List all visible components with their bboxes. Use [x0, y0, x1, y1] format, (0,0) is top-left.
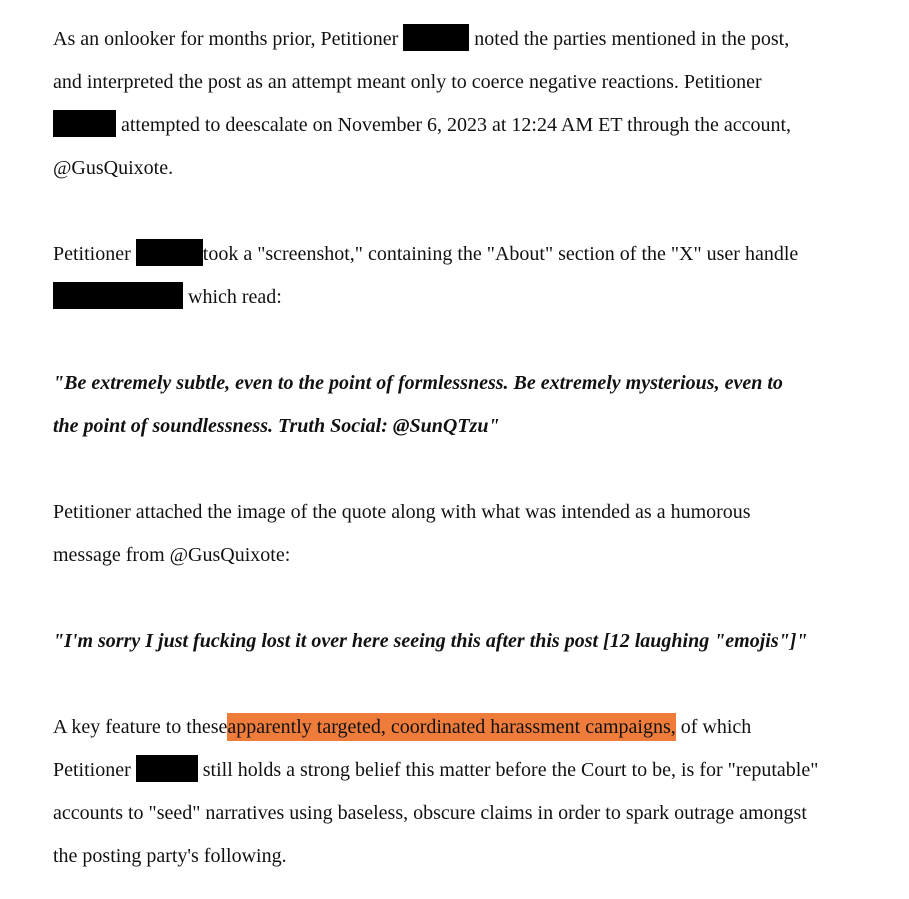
text-span: which read:	[188, 286, 282, 308]
quote-humorous-message	[53, 620, 883, 663]
paragraph-gap	[53, 448, 883, 491]
highlighted-text: apparently targeted, coordinated harassment campaigns,	[227, 713, 675, 741]
text-span: took a "screenshot," containing the "About" section of the "X" user handle	[202, 243, 799, 265]
text-line: and interpreted the post as an attempt meant only to coerce negative reactions. Petitioner	[53, 71, 762, 93]
text-line: "Be extremely subtle, even to the point of formlessness. Be extremely mysterious, even to	[53, 372, 783, 394]
text-line: message from @GusQuixote:	[53, 544, 291, 566]
document-page	[53, 18, 883, 878]
redaction-box	[53, 110, 116, 137]
text-line: @GusQuixote.	[53, 157, 174, 179]
text-line: Petitioner attached the image of the quote along with what was intended as a humorous	[53, 501, 751, 523]
paragraph-attached-image	[53, 491, 883, 577]
paragraph-key-feature	[53, 706, 883, 878]
text-span: A key feature to these	[53, 716, 228, 738]
text-line	[53, 276, 883, 319]
text-span: of which	[680, 716, 752, 738]
redaction-box	[403, 24, 469, 51]
text-span: attempted to deescalate on November 6, 2023 at 12:24 AM ET through the account,	[121, 114, 792, 136]
text-span: As an onlooker for months prior, Petitioner	[53, 28, 399, 50]
paragraph-gap	[53, 319, 883, 362]
quote-about-section	[53, 362, 883, 448]
text-line	[53, 104, 883, 147]
redaction-box	[136, 239, 203, 266]
text-line: "I'm sorry I just fucking lost it over here seeing this after this post [12 laughing "emojis"]"	[53, 630, 808, 652]
text-span: still holds a strong belief this matter before the Court to be, is for "reputable"	[202, 759, 819, 781]
text-line	[53, 18, 883, 61]
text-line: the posting party's following.	[53, 845, 287, 867]
text-line: the point of soundlessness. Truth Social: @SunQTzu"	[53, 415, 500, 437]
redaction-box	[136, 755, 198, 782]
text-line	[53, 749, 883, 792]
text-span: Petitioner	[53, 243, 131, 265]
paragraph-screenshot	[53, 233, 883, 319]
text-line	[53, 233, 883, 276]
text-line	[53, 706, 883, 749]
redaction-box	[53, 282, 183, 309]
text-span: Petitioner	[53, 759, 131, 781]
paragraph-onlooker	[53, 18, 883, 190]
paragraph-gap	[53, 663, 883, 706]
paragraph-gap	[53, 577, 883, 620]
paragraph-gap	[53, 190, 883, 233]
text-line: accounts to "seed" narratives using baseless, obscure claims in order to spark outrage amongst	[53, 802, 807, 824]
text-span: noted the parties mentioned in the post,	[474, 28, 790, 50]
